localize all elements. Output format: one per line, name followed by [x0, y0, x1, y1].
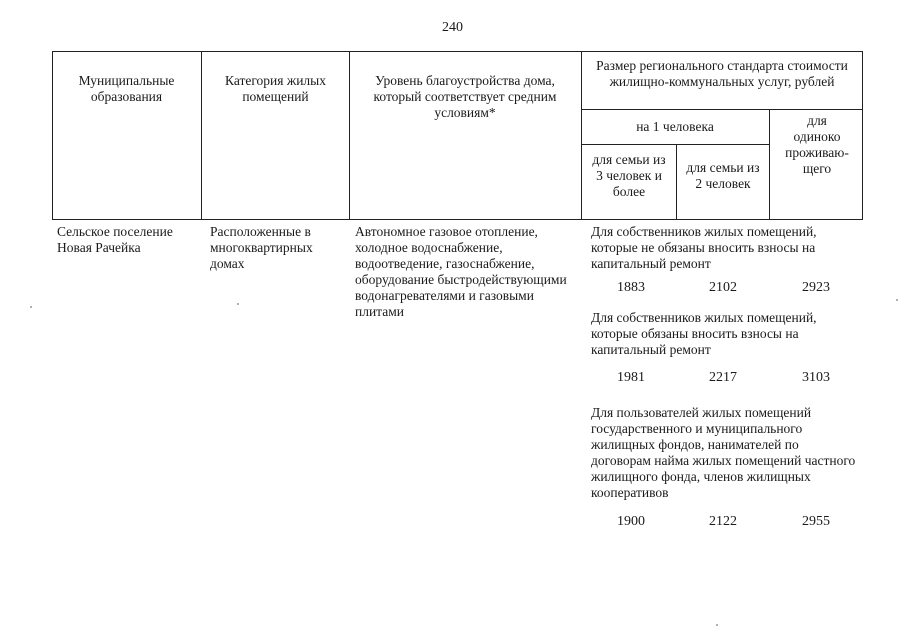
per-person-border — [581, 144, 769, 145]
scan-speck — [237, 303, 239, 305]
header-amenities: Уровень благоустройства дома, который соответствует средним условиям* — [373, 73, 557, 120]
subheader-border — [581, 109, 863, 110]
group-3-family2-value: 2122 — [709, 514, 737, 529]
col-divider-1 — [201, 51, 202, 219]
scan-speck — [716, 624, 718, 626]
row-amenities: Автономное газовое отопление, холодное водоснабжение, водоотведение, газоснабжение, оборудование быстродействующими водонагревателями и газовыми плитами — [355, 224, 567, 319]
group-1-family2-value: 2102 — [709, 280, 737, 295]
group-3-label: Для пользователей жилых помещений государственного и муниципального жилищных фондов, нанимателей по договорам найма жилых помещений частного жилищного фонда, членов жилищных кооперативов — [591, 405, 856, 500]
col-divider-2 — [349, 51, 350, 219]
header-single: для одиноко проживаю-щего — [785, 113, 849, 176]
table-right-border — [862, 51, 863, 219]
scan-speck — [30, 306, 32, 308]
group-1-family3-value: 1883 — [617, 280, 645, 295]
group-1-single-value: 2923 — [802, 280, 830, 295]
group-2-label: Для собственников жилых помещений, которые обязаны вносить взносы на капитальный ремонт — [591, 310, 817, 357]
col-divider-4 — [676, 144, 677, 219]
table-left-border — [52, 51, 53, 219]
group-1-label: Для собственников жилых помещений, которые не обязаны вносить взносы на капитальный ремонт — [591, 224, 817, 271]
group-3-single-value: 2955 — [802, 514, 830, 529]
table-top-border — [52, 51, 863, 52]
page-number: 240 — [442, 20, 463, 35]
header-family-2: для семьи из 2 человек — [686, 160, 760, 191]
row-category: Расположенные в многоквартирных домах — [210, 224, 313, 271]
header-per-person: на 1 человека — [636, 119, 714, 134]
header-municipality: Муниципальные образования — [78, 73, 175, 104]
col-divider-5 — [769, 109, 770, 219]
group-2-single-value: 3103 — [802, 370, 830, 385]
group-2-family3-value: 1981 — [617, 370, 645, 385]
group-3-family3-value: 1900 — [617, 514, 645, 529]
row-municipality: Сельское поселение Новая Рачейка — [57, 224, 173, 255]
header-standard-size: Размер регионального стандарта стоимости жилищно-коммунальных услуг, рублей — [596, 58, 848, 89]
header-category: Категория жилых помещений — [225, 73, 326, 104]
header-bottom-border — [52, 219, 863, 220]
scan-speck — [896, 299, 898, 301]
col-divider-3 — [581, 51, 582, 219]
header-family-3: для семьи из 3 человек и более — [592, 152, 666, 199]
group-2-family2-value: 2217 — [709, 370, 737, 385]
